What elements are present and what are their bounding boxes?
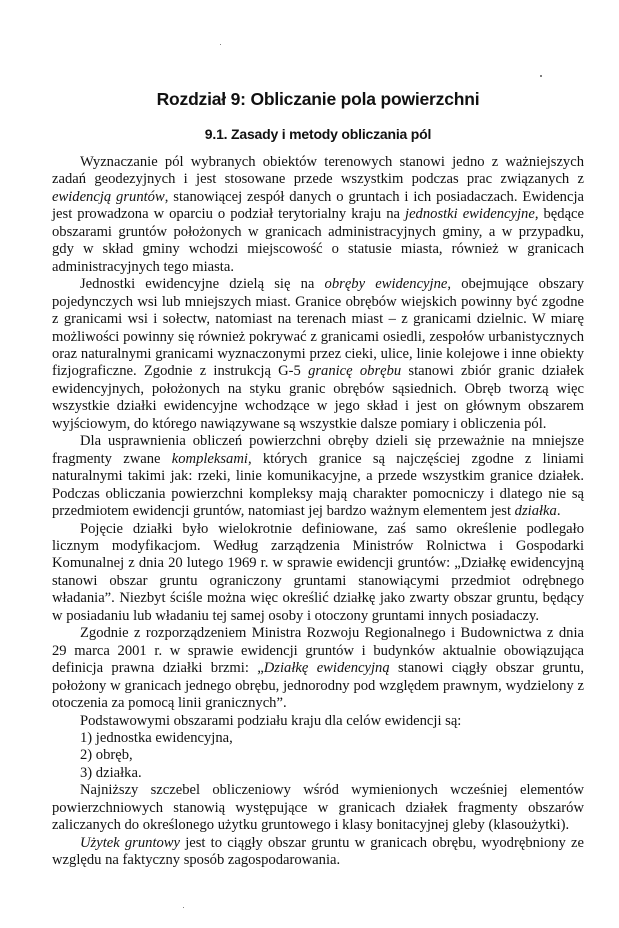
text-run: , obejmujące obszary pojedynczych wsi lub mniejszych miast. Granice obrębów wiejskich powinny być zgodne z granicami wsi i sołectw, natomiast na terenach miast – z granicami dzielnic. W miarę możliwości powinny się również pokrywać z granicami osiedli, zespołów urbanistycznych oraz naturalnymi granicami wyznaczonymi przez cieki, ulice, linie kolejowe i inne obiekty fizjograficzne. Zgodnie z instrukcją G-5 bbox=[52, 276, 585, 380]
text-run: Wyznaczanie pól wybranych obiektów terenowych stanowi jedno z ważniejszych zadań geodezyjnych i jest stosowane przede wszystkim podczas prac związanych z bbox=[52, 154, 584, 188]
text-run: stanowi ciągły obszar gruntu, położony w granicach jednego obrębu, jednorodny pod względem prawnym, wydzielony z otoczenia za pomocą linii granicznych”. bbox=[52, 660, 584, 712]
paragraph bbox=[52, 713, 584, 730]
paragraph bbox=[52, 433, 584, 520]
paragraph bbox=[52, 154, 584, 276]
emphasis-term: działka bbox=[514, 503, 557, 520]
scan-speck bbox=[220, 44, 221, 45]
paragraph bbox=[52, 782, 584, 834]
section-title: 9.1. Zasady i metody obliczania pól bbox=[204, 126, 432, 142]
list-item: 3) działka. bbox=[80, 764, 142, 781]
scan-speck bbox=[183, 907, 184, 908]
list-item: 2) obręb, bbox=[80, 747, 133, 764]
text-run: Najniższy szczebel obliczeniowy wśród wymienionych wcześniej elementów powierzchniowych stanowią występujące w granicach działek fragmenty obszarów zaliczanych do określonego użytku gruntowego i klasy bonitacyjnej gleby (klasoużytki). bbox=[52, 782, 584, 834]
paragraph bbox=[52, 521, 584, 626]
text-run: Jednostki ewidencyjne dzielą się na bbox=[80, 276, 325, 293]
text-run: , będące obszarami gruntów położonych w granicach administracyjnych gminy, a w przypadku, gdy w skład gminy wchodzi miejscowość o statusie miasta, również w granicach administracyjnych tego miasta. bbox=[52, 206, 584, 275]
emphasis-term: Użytek gruntowy bbox=[80, 834, 181, 851]
emphasis-term: jednostki ewidencyjne bbox=[405, 206, 535, 223]
body-text bbox=[52, 154, 584, 870]
list-item: 1) jednostka ewidencyjna, bbox=[80, 729, 233, 746]
emphasis-term: obręby ewidencyjne bbox=[324, 276, 448, 293]
paragraph bbox=[52, 835, 584, 870]
emphasis-term: kompleksami bbox=[171, 450, 248, 467]
text-run: jest to ciągły obszar gruntu w granicach obrębu, wyodrębniony ze względu na faktyczny sposób zagospodarowania. bbox=[52, 834, 584, 869]
paragraph bbox=[52, 276, 584, 433]
chapter-title: Rozdział 9: Obliczanie pola powierzchni bbox=[156, 89, 480, 109]
text-run: , stanowiącej zespół danych o gruntach i ich posiadaczach. Ewidencja jest prowadzona w oparciu o podział terytorialny kraju na bbox=[52, 188, 584, 223]
text-run: Dla usprawnienia obliczeń powierzchni obręby dzieli się przeważnie na mniejsze fragmenty zwane bbox=[52, 433, 584, 467]
text-run: Pojęcie działki było wielokrotnie definiowane, zaś samo określenie podlegało licznym modyfikacjom. Według zarządzenia Ministrów Rolnictwa i Gospodarki Komunalnej z dnia 20 lutego 1969 r. w sprawie ewidencji gruntów: „Działkę ewidencyjną stanowi obszar gruntu ograniczony gruntami stanowiącymi przedmiot odrębnego władania”. Niezbyt ściśle można więc określić działkę jako zwarty obszar gruntu, będący w posiadaniu lub władaniu tej samej osoby i otoczony gruntami innych posiadaczy. bbox=[52, 520, 584, 624]
emphasis-term: granicę obrębu bbox=[308, 363, 402, 380]
paragraph bbox=[52, 625, 584, 712]
emphasis-term: ewidencją gruntów bbox=[52, 188, 165, 205]
text-run: stanowi zbiór granic działek ewidencyjnych, położonych na styku granic obrębów sąsiednich. Obręb tworzą więc wszystkie działki ewidencyjne wchodzące w jego skład i jest on głównym obszarem wyjściowym, do którego nawiązywane są wszystkie dalsze pomiary i obliczenia pól. bbox=[52, 363, 585, 432]
text-run: Podstawowymi obszarami podziału kraju dla celów ewidencji są: bbox=[80, 712, 462, 729]
emphasis-term: Działkę ewidencyjną bbox=[263, 660, 390, 677]
text-run: . bbox=[556, 503, 561, 520]
text-run: Zgodnie z rozporządzeniem Ministra Rozwoju Regionalnego i Budownictwa z dnia 29 marca 2001 r. w sprawie ewidencji gruntów i budynków aktualnie obowiązująca definicja prawna działki brzmi: „ bbox=[52, 625, 584, 677]
scan-speck bbox=[540, 75, 542, 77]
text-run: , których granice są najczęściej zgodne z liniami naturalnymi takimi jak: rzeki, linie komunikacyjne, a przede wszystkim granice działek. Podczas obliczania powierzchni kompleksy mają charakter pomocniczy i dlatego nie są przedmiotem ewidencji gruntów, natomiast jej bardzo ważnym elementem jest bbox=[52, 450, 584, 520]
